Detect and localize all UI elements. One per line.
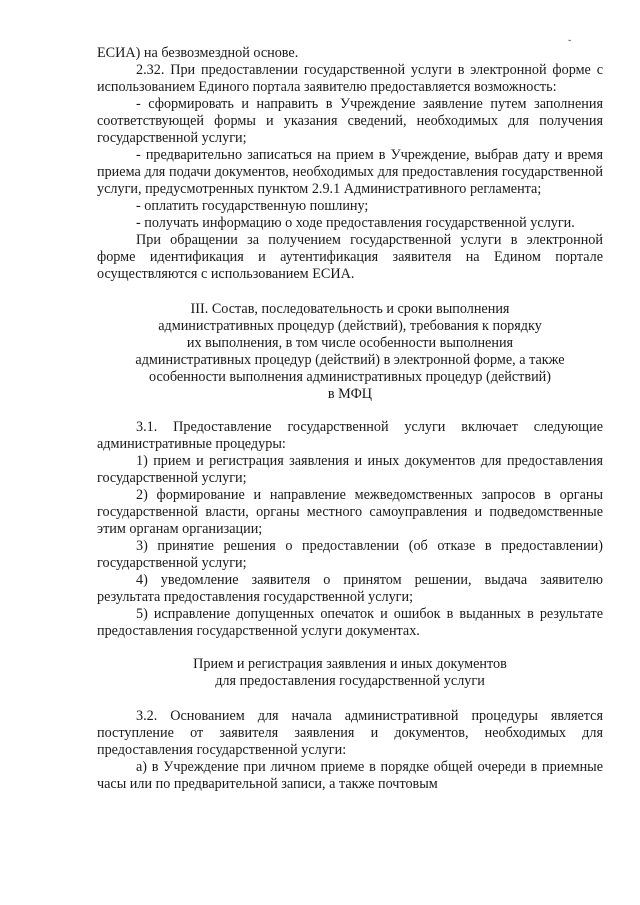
procedure-item-3: 3) принятие решения о предоставлении (об отказе в предоставлении) государственной услуги; xyxy=(97,538,603,571)
spacer xyxy=(97,690,603,708)
subheading-line: для предоставления государственной услуги xyxy=(215,673,485,689)
list-item-pay-fee: - оплатить государственную пошлину; xyxy=(136,198,369,214)
spacer xyxy=(97,403,603,419)
list-item-submit-application: - сформировать и направить в Учреждение заявление путем заполнения соответствующей формы и указания сведений, необходимых для получения государственной услуги; xyxy=(97,96,603,146)
heading-line: административных процедур (действий), требования к порядку xyxy=(158,318,542,334)
paragraph-2-32: 2.32. При предоставлении государственной услуги в электронной форме с использованием Единого портала заявителю предоставляется возможность: xyxy=(97,62,603,95)
procedure-item-2: 2) формирование и направление межведомственных запросов в органы государственной власти, органы местного самоуправления и подведомственные этим органам организации; xyxy=(97,487,603,537)
heading-line: административных процедур (действий) в электронной форме, а также xyxy=(135,352,565,368)
scan-speck: ˘ xyxy=(568,39,572,50)
page-content xyxy=(97,45,603,793)
paragraph-3-2-a: а) в Учреждение при личном приеме в порядке общей очереди в приемные часы или по предварительной записи, а также почтовым xyxy=(97,759,603,792)
section-3-heading xyxy=(97,301,603,403)
paragraph-esia-continuation: ЕСИА) на безвозмездной основе. xyxy=(97,45,299,61)
list-item-status-info: - получать информацию о ходе предоставления государственной услуги. xyxy=(136,215,575,231)
heading-line: особенности выполнения административных процедур (действий) xyxy=(149,369,551,385)
procedure-item-1: 1) прием и регистрация заявления и иных документов для предоставления государственной услуги; xyxy=(97,453,603,486)
heading-line: их выполнения, в том числе особенности выполнения xyxy=(186,335,514,351)
subheading-line: Прием и регистрация заявления и иных документов xyxy=(193,656,507,672)
list-item-appointment: - предварительно записаться на прием в Учреждение, выбрав дату и время приема для подачи документов, необходимых для предоставления государственной услуги, предусмотренных пунктом 2.9.1 Административного регламента; xyxy=(97,147,603,197)
procedure-item-4: 4) уведомление заявителя о принятом решении, выдача заявителю результата предоставления государственной услуги; xyxy=(97,572,603,605)
paragraph-3-2: 3.2. Основанием для начала административной процедуры является поступление от заявителя заявления и документов, необходимых для предоставления государственной услуги: xyxy=(97,708,603,758)
heading-line: III. Состав, последовательность и сроки выполнения xyxy=(190,301,510,317)
subsection-heading xyxy=(97,656,603,690)
heading-line: в МФЦ xyxy=(327,386,373,402)
procedure-item-5: 5) исправление допущенных опечаток и ошибок в выданных в результате предоставления государственной услуги документах. xyxy=(97,606,603,639)
paragraph-identification: При обращении за получением государственной услуги в электронной форме идентификация и аутентификация заявителя на Едином портале осуществляются с использованием ЕСИА. xyxy=(97,232,603,282)
paragraph-3-1: 3.1. Предоставление государственной услуги включает следующие административные процедуры: xyxy=(97,419,603,452)
